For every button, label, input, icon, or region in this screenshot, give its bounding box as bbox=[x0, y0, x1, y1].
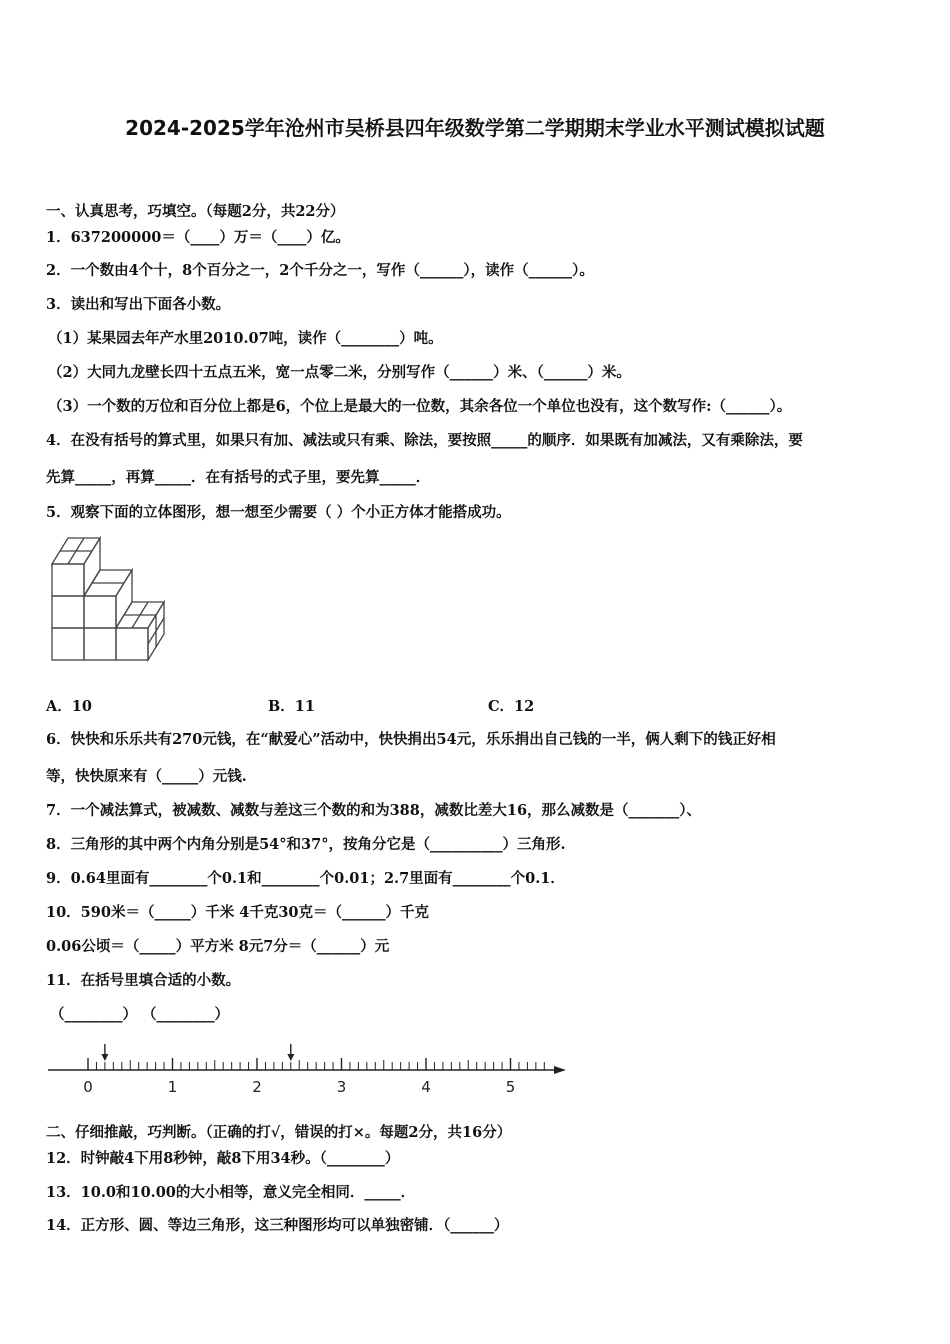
cube-staircase-figure bbox=[46, 534, 192, 666]
question-11-blanks: （________） （________） bbox=[50, 1006, 230, 1023]
number-line-label: 0 bbox=[83, 1078, 93, 1096]
option-b: B．11 bbox=[268, 698, 315, 715]
question-3-3: （3）一个数的万位和百分位上都是6，个位上是最大的一位数，其余各位一个单位也没有，这个数写作:（______）。 bbox=[48, 398, 792, 415]
question-10-line-2: 0.06公顷＝（_____）平方米 8元7分＝（______）元 bbox=[46, 938, 390, 955]
page-title: 2024-2025学年沧州市吴桥县四年级数学第二学期期末学业水平测试模拟试题 bbox=[125, 116, 825, 140]
question-12: 12．时钟敲4下用8秒钟，敲8下用34秒。（________） bbox=[46, 1150, 400, 1167]
question-3-2: （2）大同九龙壁长四十五点五米，宽一点零二米，分别写作（______）米、（______）米。 bbox=[48, 364, 631, 381]
option-c: C．12 bbox=[488, 698, 535, 715]
pointer-arrow-head bbox=[287, 1054, 294, 1061]
question-6-line-2: 等，快快原来有（_____）元钱. bbox=[46, 768, 247, 785]
question-1: 1．637200000＝（____）万＝（____）亿。 bbox=[46, 229, 350, 246]
number-line-label: 1 bbox=[167, 1078, 178, 1096]
question-10-line-1: 10．590米＝（_____）千米 4千克30克＝（______）千克 bbox=[46, 904, 430, 921]
number-line-label: 3 bbox=[336, 1078, 347, 1096]
question-2: 2．一个数由4个十，8个百分之一，2个千分之一，写作（______），读作（______）。 bbox=[46, 262, 594, 279]
number-line bbox=[46, 1040, 576, 1096]
question-8: 8．三角形的其中两个内角分别是54°和37°，按角分它是（__________）三角形. bbox=[46, 836, 566, 853]
question-3-1: （1）某果园去年产水里2010.07吨，读作（________）吨。 bbox=[48, 330, 443, 347]
question-13: 13．10.0和10.00的大小相等，意义完全相同．_____． bbox=[46, 1184, 416, 1201]
section-1-heading: 一、认真思考，巧填空。（每题2分，共22分） bbox=[46, 203, 345, 220]
section-2-heading: 二、仔细推敲，巧判断。（正确的打√，错误的打×。每题2分，共16分） bbox=[46, 1124, 512, 1141]
question-11: 11．在括号里填合适的小数。 bbox=[46, 972, 241, 989]
number-line-label: 5 bbox=[505, 1078, 516, 1096]
question-5: 5．观察下面的立体图形，想一想至少需要（ ）个小正方体才能搭成功。 bbox=[46, 504, 511, 521]
number-line-label: 4 bbox=[421, 1078, 431, 1096]
question-14: 14．正方形、圆、等边三角形，这三种图形均可以单独密铺．（______） bbox=[46, 1217, 509, 1234]
question-9: 9．0.64里面有________个0.1和________个0.01；2.7里面有________个0.1． bbox=[46, 870, 565, 887]
pointer-arrow-head bbox=[101, 1054, 108, 1061]
question-4-line-1: 4．在没有括号的算式里，如果只有加、减法或只有乘、除法，要按照_____的顺序．如果既有加减法，又有乘除法，要 bbox=[46, 432, 803, 449]
question-3: 3．读出和写出下面各小数。 bbox=[46, 296, 231, 313]
option-a: A．10 bbox=[46, 698, 92, 715]
question-4-line-2: 先算_____，再算_____．在有括号的式子里，要先算_____． bbox=[46, 469, 431, 486]
number-line-arrowhead bbox=[554, 1066, 566, 1074]
number-line-label: 2 bbox=[252, 1078, 262, 1096]
question-7: 7．一个减法算式，被减数、减数与差这三个数的和为388，减数比差大16，那么减数是（_______）、 bbox=[46, 802, 702, 819]
question-6-line-1: 6．快快和乐乐共有270元钱，在“献爱心”活动中，快快捐出54元，乐乐捐出自己钱的一半，俩人剩下的钱正好相 bbox=[46, 731, 776, 748]
